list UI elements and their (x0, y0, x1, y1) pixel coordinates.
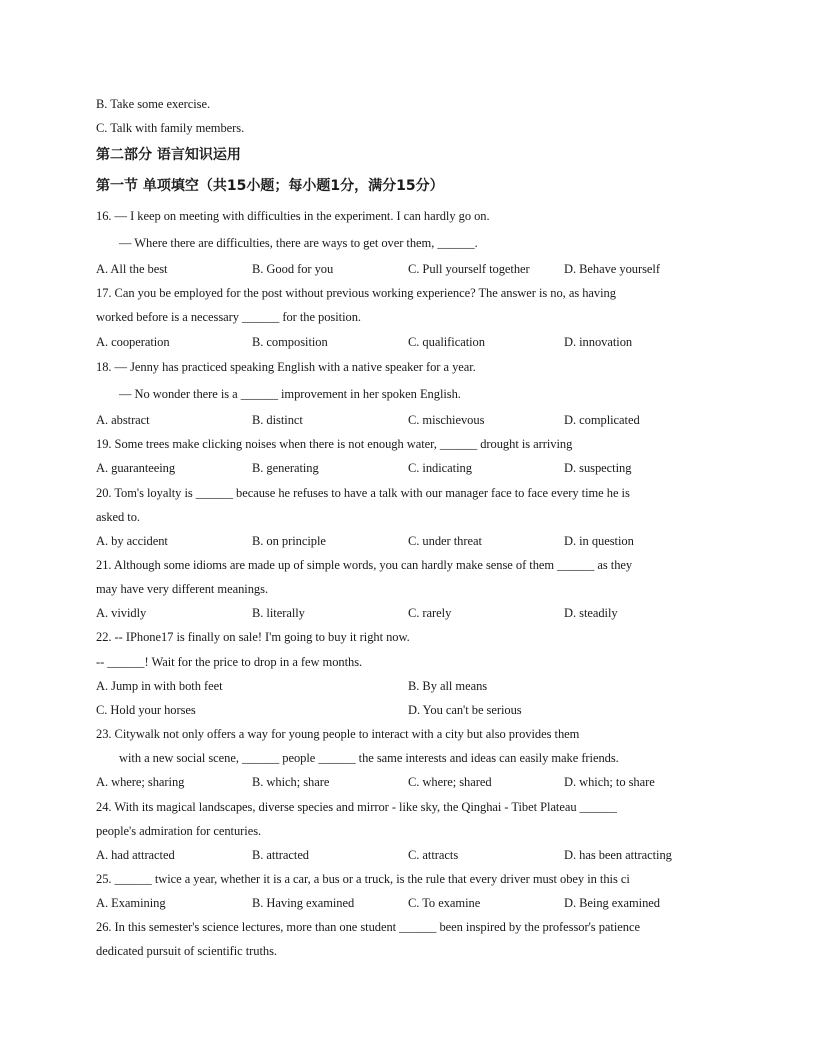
question-23-line-1: 23. Citywalk not only offers a way for young people to interact with a city but also provides them (96, 727, 580, 741)
question-16-line-2: — Where there are difficulties, there are ways to get over them, ______. (119, 236, 478, 250)
question-20-option-b: B. on principle (252, 534, 326, 548)
question-23-line-2: with a new social scene, ______ people ______ the same interests and ideas can easily make friends. (119, 751, 619, 765)
part-title: 第二部分 语言知识运用 (96, 147, 241, 163)
prev-option-c: C. Talk with family members. (96, 121, 245, 135)
question-23-option-d: D. which; to share (564, 775, 655, 789)
question-17-option-c: C. qualification (408, 335, 485, 349)
question-22-option-b: B. By all means (408, 679, 488, 693)
question-16-option-c: C. Pull yourself together (408, 262, 530, 276)
question-25-option-d: D. Being examined (564, 896, 661, 910)
question-21-option-a: A. vividly (96, 606, 147, 620)
question-18-line-2: — No wonder there is a ______ improvement in her spoken English. (119, 387, 461, 401)
question-18-option-b: B. distinct (252, 413, 303, 427)
question-16-option-d: D. Behave yourself (564, 262, 660, 276)
question-22-option-c: C. Hold your horses (96, 703, 196, 717)
question-23-option-b: B. which; share (252, 775, 330, 789)
question-22-line-2: -- ______! Wait for the price to drop in a few months. (96, 655, 363, 669)
question-17-option-d: D. innovation (564, 335, 633, 349)
question-20-option-c: C. under threat (408, 534, 482, 548)
question-19-line-1: 19. Some trees make clicking noises when there is not enough water, ______ drought is arriving (96, 437, 573, 451)
question-25-option-b: B. Having examined (252, 896, 355, 910)
question-25-option-a: A. Examining (96, 896, 166, 910)
question-17-line-2: worked before is a necessary ______ for the position. (96, 310, 361, 324)
question-18-option-a: A. abstract (96, 413, 150, 427)
question-25-line-1: 25. ______ twice a year, whether it is a car, a bus or a truck, is the rule that every driver must obey in this ci (96, 872, 630, 886)
question-19-option-d: D. suspecting (564, 461, 632, 475)
question-20-line-2: asked to. (96, 510, 140, 524)
question-18-option-d: D. complicated (564, 413, 640, 427)
question-18-line-1: 18. — Jenny has practiced speaking English with a native speaker for a year. (96, 360, 476, 374)
question-18-option-c: C. mischievous (408, 413, 485, 427)
question-23-option-a: A. where; sharing (96, 775, 185, 789)
question-16-option-b: B. Good for you (252, 262, 334, 276)
question-19-option-c: C. indicating (408, 461, 472, 475)
question-20-line-1: 20. Tom's loyalty is ______ because he refuses to have a talk with our manager face to face every time he is (96, 486, 630, 500)
question-23-option-c: C. where; shared (408, 775, 492, 789)
question-21-option-d: D. steadily (564, 606, 618, 620)
question-21-line-1: 21. Although some idioms are made up of simple words, you can hardly make sense of them ______ as they (96, 558, 633, 572)
question-22-line-1: 22. -- IPhone17 is finally on sale! I'm going to buy it right now. (96, 630, 410, 644)
question-26-line-2: dedicated pursuit of scientific truths. (96, 944, 277, 958)
question-16-option-a: A. All the best (96, 262, 168, 276)
question-17-line-1: 17. Can you be employed for the post without previous working experience? The answer is no, as having (96, 286, 616, 300)
question-22-option-d: D. You can't be serious (408, 703, 522, 717)
question-19-option-a: A. guaranteeing (96, 461, 176, 475)
question-24-option-b: B. attracted (252, 848, 310, 862)
question-25-option-c: C. To examine (408, 896, 481, 910)
question-16-line-1: 16. — I keep on meeting with difficulties in the experiment. I can hardly go on. (96, 209, 490, 223)
prev-option-b: B. Take some exercise. (96, 97, 211, 111)
question-24-option-a: A. had attracted (96, 848, 175, 862)
question-24-line-2: people's admiration for centuries. (96, 824, 262, 838)
question-21-line-2: may have very different meanings. (96, 582, 269, 596)
question-17-option-b: B. composition (252, 335, 328, 349)
question-19-option-b: B. generating (252, 461, 319, 475)
question-24-option-d: D. has been attracting (564, 848, 672, 862)
question-21-option-c: C. rarely (408, 606, 452, 620)
question-21-option-b: B. literally (252, 606, 305, 620)
subsection-title: 第一节 单项填空（共15小题；每小题1分，满分15分） (96, 178, 444, 194)
question-20-option-a: A. by accident (96, 534, 168, 548)
question-17-option-a: A. cooperation (96, 335, 170, 349)
question-24-line-1: 24. With its magical landscapes, diverse species and mirror - like sky, the Qinghai - Tibet Plateau ______ (96, 800, 617, 814)
question-20-option-d: D. in question (564, 534, 634, 548)
question-24-option-c: C. attracts (408, 848, 459, 862)
question-26-line-1: 26. In this semester's science lectures, more than one student ______ been inspired by the professor's patience (96, 920, 640, 934)
question-22-option-a: A. Jump in with both feet (96, 679, 223, 693)
